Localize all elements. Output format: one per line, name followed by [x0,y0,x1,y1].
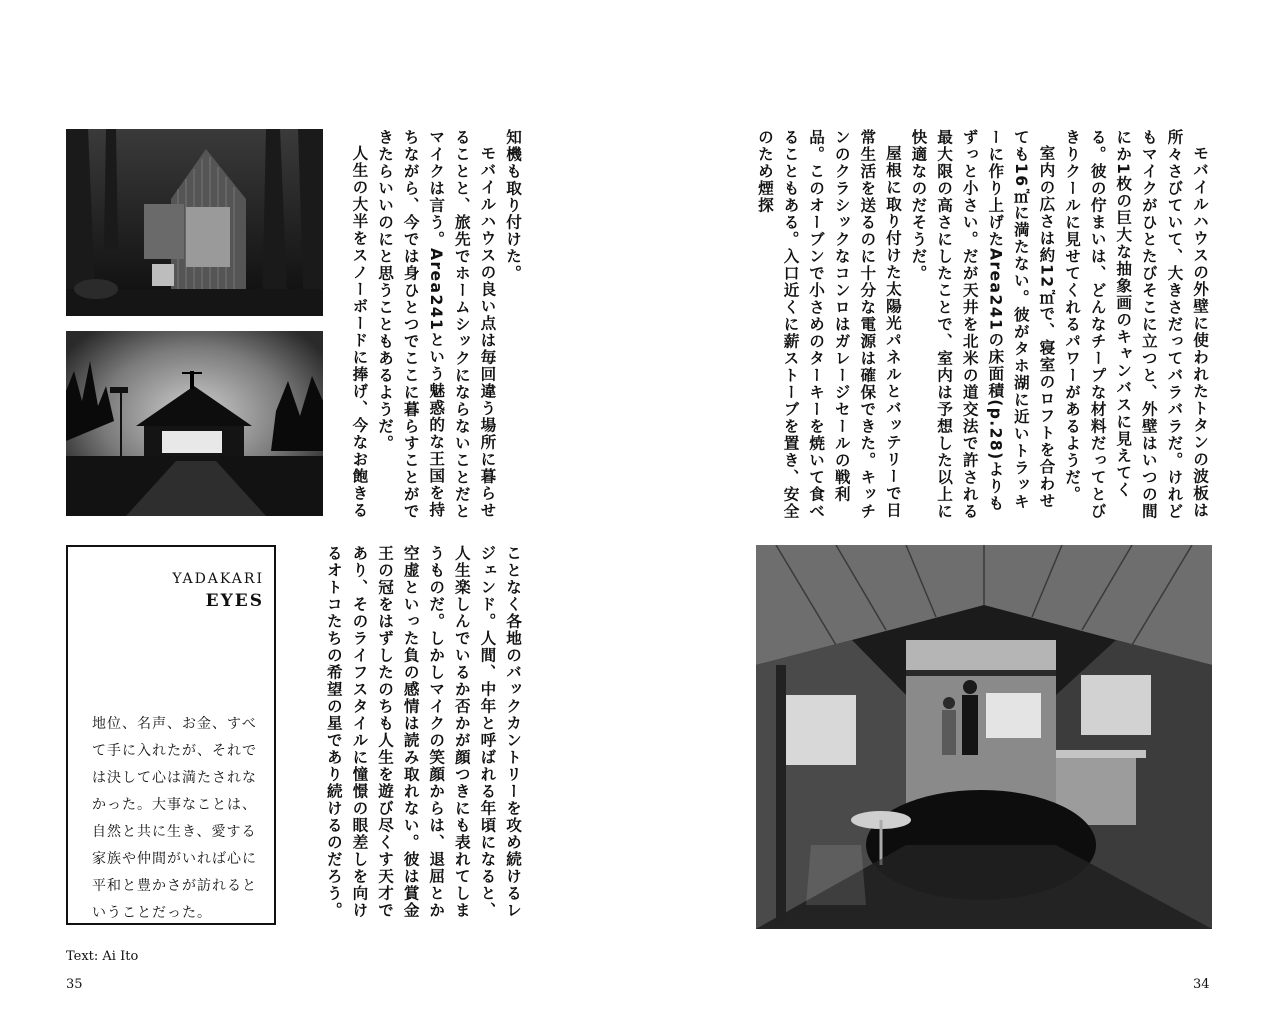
eyes-body-text: 地位、名声、お金、すべて手に入れたが、それでは決して心は満たされなかった。大事なことは、自然と共に生き、愛する家族や仲間がいれば心に平和と豊かさが訪れるということだった。 [92,716,257,921]
paragraph: モバイルハウスの外壁に使われたトタンの波板は所々さびていて、大きさだってバラバラだ。けれどもマイクがひとたびそこに立つと、外壁はいつの間にか1枚の巨大な抽象画のキャンバスに見えてくる。彼の佇まいは、どんなチープな材料だってとびきりクールに見せてくれるパワーがあるようだ。 [1063,129,1209,520]
eyes-label-line1: YADAKARI [172,571,264,587]
text-credit: Text: Ai Ito [66,949,139,964]
cabin-interior-photo [756,545,1212,929]
page-number-left: 35 [66,977,83,992]
article-column-left-lower [300,545,525,935]
cabin-exterior-photo [66,129,323,316]
paragraph: ことなく各地のバックカントリーを攻め続けるレジェンド。人間、中年と呼ばれる年頃になると、人生楽しんでいるか否かが顔つきにも表れてしまうものだ。しかしマイクの笑顔からは、退屈とか空虚といった負の感情は読み取れない。彼は賞金王の冠をはずしたのちも人生を遊び尽くす天才であり、そのライフスタイルに憧憬の眼差しを向けるオトコたちの希望の星であり続けるのだろう。 [324,545,522,919]
paragraph: 屋根に取り付けた太陽光パネルとバッテリーで日常生活を送るのに十分な電源は確保できた。キッチンのクラシックなコンロはガレージセールの戦利品。このオーブンで小さめのターキーを焼いて食べることもある。入口近くに薪ストーブを置き、安全のため煙探 [755,129,902,520]
page-number-right: 34 [1193,977,1210,992]
yadakari-eyes-box [66,545,276,925]
eyes-label-line2: EYES [205,591,264,611]
paragraph: 人生の大半をスノーボードに捧げ、今なお飽きる [350,144,369,519]
paragraph: 室内の広さは約12㎡で、寝室のロフトを合わせても16㎡に満たない。彼がタホ湖に近いトラッキーに作り上げたArea241の床面積(p.28)よりもずっと小さい。だが天井を北米の道交法で許される最大限の高さにしたことで、室内は予想した以上に快適なのだそうだ。 [909,129,1056,520]
paragraph: 知機も取り付けた。 [504,129,522,282]
night-stage-photo [66,331,323,516]
article-column-right [750,129,1212,524]
paragraph: モバイルハウスの良い点は毎回違う場所に暮らせることと、旅先でホームシックにならないことだとマイクは言う。Area241という魅惑的な王国を持ちながら、今では身ひとつでここに暮らすことができたらいいのにと思うこともあるようだ。 [376,129,497,520]
article-column-left-upper [335,129,525,524]
